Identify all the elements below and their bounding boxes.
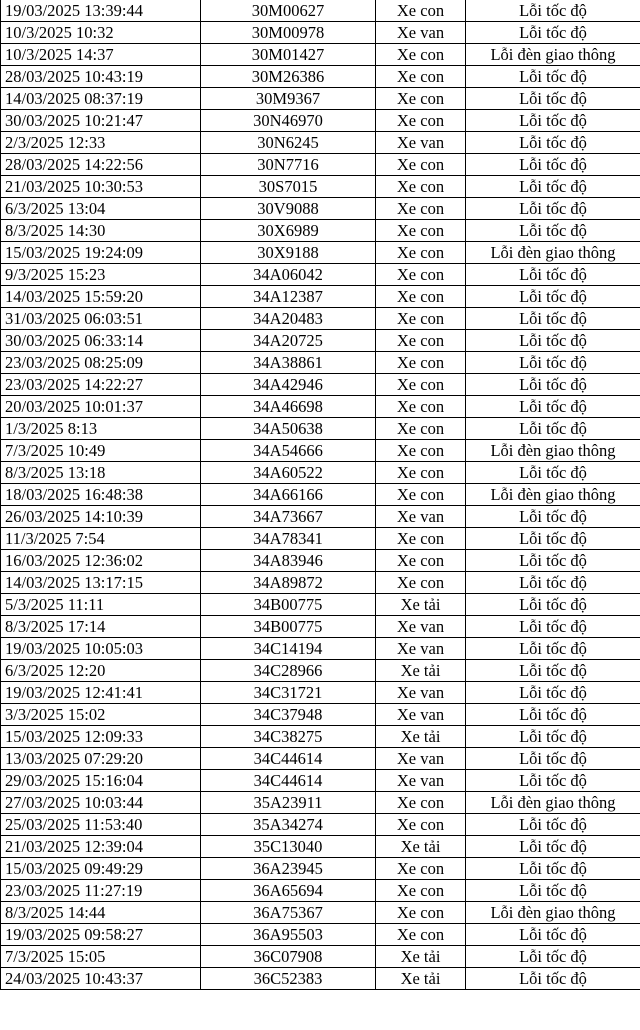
vehicle-type-cell: Xe con	[376, 110, 466, 132]
table-row	[1, 528, 640, 550]
vehicle-type-cell: Xe van	[376, 704, 466, 726]
plate-number-cell: 34A83946	[201, 550, 376, 572]
violation-time-cell: 10/3/2025 14:37	[1, 44, 201, 66]
table-row	[1, 352, 640, 374]
vehicle-type-cell: Xe tải	[376, 968, 466, 990]
vehicle-type-cell: Xe tải	[376, 594, 466, 616]
violation-time-cell: 27/03/2025 10:03:44	[1, 792, 201, 814]
table-row	[1, 924, 640, 946]
plate-number-cell: 34A50638	[201, 418, 376, 440]
violation-type-cell: Lỗi tốc độ	[466, 286, 640, 308]
plate-number-cell: 30M00627	[201, 0, 376, 22]
violation-type-cell: Lỗi tốc độ	[466, 220, 640, 242]
vehicle-type-cell: Xe con	[376, 0, 466, 22]
violation-type-cell: Lỗi tốc độ	[466, 726, 640, 748]
plate-number-cell: 34A89872	[201, 572, 376, 594]
plate-number-cell: 34B00775	[201, 594, 376, 616]
violation-type-cell: Lỗi tốc độ	[466, 264, 640, 286]
vehicle-type-cell: Xe van	[376, 132, 466, 154]
vehicle-type-cell: Xe con	[376, 66, 466, 88]
violation-type-cell: Lỗi tốc độ	[466, 132, 640, 154]
vehicle-type-cell: Xe con	[376, 264, 466, 286]
table-row	[1, 770, 640, 792]
vehicle-type-cell: Xe van	[376, 22, 466, 44]
violation-type-cell: Lỗi tốc độ	[466, 682, 640, 704]
violation-time-cell: 15/03/2025 12:09:33	[1, 726, 201, 748]
violation-time-cell: 5/3/2025 11:11	[1, 594, 201, 616]
table-row	[1, 132, 640, 154]
plate-number-cell: 30M01427	[201, 44, 376, 66]
plate-number-cell: 36A95503	[201, 924, 376, 946]
violation-type-cell: Lỗi tốc độ	[466, 858, 640, 880]
violation-type-cell: Lỗi tốc độ	[466, 418, 640, 440]
violation-time-cell: 25/03/2025 11:53:40	[1, 814, 201, 836]
violation-type-cell: Lỗi đèn giao thông	[466, 44, 640, 66]
violation-type-cell: Lỗi đèn giao thông	[466, 242, 640, 264]
table-row	[1, 198, 640, 220]
table-row	[1, 44, 640, 66]
violation-time-cell: 19/03/2025 13:39:44	[1, 0, 201, 22]
plate-number-cell: 36A65694	[201, 880, 376, 902]
plate-number-cell: 30N46970	[201, 110, 376, 132]
violation-time-cell: 10/3/2025 10:32	[1, 22, 201, 44]
violation-type-cell: Lỗi tốc độ	[466, 198, 640, 220]
table-row	[1, 550, 640, 572]
vehicle-type-cell: Xe con	[376, 814, 466, 836]
violation-time-cell: 21/03/2025 10:30:53	[1, 176, 201, 198]
violation-type-cell: Lỗi tốc độ	[466, 770, 640, 792]
plate-number-cell: 34A54666	[201, 440, 376, 462]
table-row	[1, 572, 640, 594]
vehicle-type-cell: Xe con	[376, 220, 466, 242]
violation-time-cell: 15/03/2025 19:24:09	[1, 242, 201, 264]
vehicle-type-cell: Xe con	[376, 308, 466, 330]
plate-number-cell: 34C14194	[201, 638, 376, 660]
table-row	[1, 506, 640, 528]
violation-time-cell: 18/03/2025 16:48:38	[1, 484, 201, 506]
table-row	[1, 88, 640, 110]
vehicle-type-cell: Xe con	[376, 396, 466, 418]
plate-number-cell: 34C38275	[201, 726, 376, 748]
table-row	[1, 242, 640, 264]
plate-number-cell: 34A73667	[201, 506, 376, 528]
violation-type-cell: Lỗi tốc độ	[466, 550, 640, 572]
plate-number-cell: 30X9188	[201, 242, 376, 264]
table-row	[1, 462, 640, 484]
violation-type-cell: Lỗi tốc độ	[466, 660, 640, 682]
table-row	[1, 286, 640, 308]
plate-number-cell: 34A12387	[201, 286, 376, 308]
violation-time-cell: 28/03/2025 10:43:19	[1, 66, 201, 88]
plate-number-cell: 36C07908	[201, 946, 376, 968]
plate-number-cell: 34A60522	[201, 462, 376, 484]
violation-time-cell: 1/3/2025 8:13	[1, 418, 201, 440]
table-row	[1, 814, 640, 836]
table-row	[1, 880, 640, 902]
violation-time-cell: 6/3/2025 12:20	[1, 660, 201, 682]
vehicle-type-cell: Xe con	[376, 242, 466, 264]
table-row	[1, 176, 640, 198]
vehicle-type-cell: Xe con	[376, 330, 466, 352]
vehicle-type-cell: Xe con	[376, 902, 466, 924]
vehicle-type-cell: Xe van	[376, 682, 466, 704]
violation-type-cell: Lỗi tốc độ	[466, 22, 640, 44]
plate-number-cell: 30V9088	[201, 198, 376, 220]
vehicle-type-cell: Xe con	[376, 528, 466, 550]
table-row	[1, 792, 640, 814]
plate-number-cell: 34A42946	[201, 374, 376, 396]
plate-number-cell: 34A66166	[201, 484, 376, 506]
vehicle-type-cell: Xe van	[376, 748, 466, 770]
vehicle-type-cell: Xe con	[376, 352, 466, 374]
table-row	[1, 858, 640, 880]
violation-type-cell: Lỗi đèn giao thông	[466, 484, 640, 506]
violation-type-cell: Lỗi tốc độ	[466, 110, 640, 132]
violation-time-cell: 9/3/2025 15:23	[1, 264, 201, 286]
table-row	[1, 682, 640, 704]
violation-type-cell: Lỗi tốc độ	[466, 924, 640, 946]
violation-time-cell: 23/03/2025 08:25:09	[1, 352, 201, 374]
plate-number-cell: 30S7015	[201, 176, 376, 198]
vehicle-type-cell: Xe van	[376, 770, 466, 792]
plate-number-cell: 34A38861	[201, 352, 376, 374]
violation-time-cell: 6/3/2025 13:04	[1, 198, 201, 220]
violation-type-cell: Lỗi tốc độ	[466, 506, 640, 528]
violation-time-cell: 13/03/2025 07:29:20	[1, 748, 201, 770]
vehicle-type-cell: Xe con	[376, 462, 466, 484]
table-row	[1, 264, 640, 286]
table-row	[1, 484, 640, 506]
violation-time-cell: 2/3/2025 12:33	[1, 132, 201, 154]
vehicle-type-cell: Xe con	[376, 374, 466, 396]
violation-time-cell: 15/03/2025 09:49:29	[1, 858, 201, 880]
violation-time-cell: 21/03/2025 12:39:04	[1, 836, 201, 858]
vehicle-type-cell: Xe con	[376, 858, 466, 880]
violation-time-cell: 7/3/2025 15:05	[1, 946, 201, 968]
vehicle-type-cell: Xe con	[376, 44, 466, 66]
violation-type-cell: Lỗi tốc độ	[466, 528, 640, 550]
violation-time-cell: 20/03/2025 10:01:37	[1, 396, 201, 418]
violation-type-cell: Lỗi tốc độ	[466, 704, 640, 726]
table-row	[1, 220, 640, 242]
violation-type-cell: Lỗi tốc độ	[466, 594, 640, 616]
vehicle-type-cell: Xe van	[376, 638, 466, 660]
violation-type-cell: Lỗi đèn giao thông	[466, 792, 640, 814]
violation-time-cell: 14/03/2025 08:37:19	[1, 88, 201, 110]
violation-type-cell: Lỗi tốc độ	[466, 154, 640, 176]
violation-type-cell: Lỗi tốc độ	[466, 88, 640, 110]
vehicle-type-cell: Xe tải	[376, 726, 466, 748]
violation-time-cell: 23/03/2025 11:27:19	[1, 880, 201, 902]
plate-number-cell: 35C13040	[201, 836, 376, 858]
violation-time-cell: 30/03/2025 10:21:47	[1, 110, 201, 132]
violation-time-cell: 24/03/2025 10:43:37	[1, 968, 201, 990]
table-row	[1, 704, 640, 726]
table-row	[1, 748, 640, 770]
plate-number-cell: 30N6245	[201, 132, 376, 154]
table-row	[1, 22, 640, 44]
table-row	[1, 154, 640, 176]
violation-time-cell: 3/3/2025 15:02	[1, 704, 201, 726]
plate-number-cell: 30M26386	[201, 66, 376, 88]
violation-type-cell: Lỗi tốc độ	[466, 66, 640, 88]
plate-number-cell: 34A46698	[201, 396, 376, 418]
violation-time-cell: 26/03/2025 14:10:39	[1, 506, 201, 528]
table-row	[1, 726, 640, 748]
violation-time-cell: 8/3/2025 14:30	[1, 220, 201, 242]
table-row	[1, 418, 640, 440]
violation-time-cell: 19/03/2025 12:41:41	[1, 682, 201, 704]
table-row	[1, 638, 640, 660]
table-row	[1, 616, 640, 638]
plate-number-cell: 34C44614	[201, 770, 376, 792]
table-row	[1, 660, 640, 682]
violation-type-cell: Lỗi tốc độ	[466, 616, 640, 638]
violation-time-cell: 16/03/2025 12:36:02	[1, 550, 201, 572]
table-row	[1, 968, 640, 990]
plate-number-cell: 35A23911	[201, 792, 376, 814]
plate-number-cell: 36A23945	[201, 858, 376, 880]
violation-type-cell: Lỗi tốc độ	[466, 374, 640, 396]
vehicle-type-cell: Xe con	[376, 880, 466, 902]
plate-number-cell: 36C52383	[201, 968, 376, 990]
violation-time-cell: 28/03/2025 14:22:56	[1, 154, 201, 176]
violation-type-cell: Lỗi đèn giao thông	[466, 440, 640, 462]
violation-type-cell: Lỗi tốc độ	[466, 638, 640, 660]
table-row	[1, 440, 640, 462]
plate-number-cell: 34B00775	[201, 616, 376, 638]
plate-number-cell: 34A78341	[201, 528, 376, 550]
violation-time-cell: 8/3/2025 14:44	[1, 902, 201, 924]
vehicle-type-cell: Xe tải	[376, 946, 466, 968]
table-row	[1, 374, 640, 396]
plate-number-cell: 30M9367	[201, 88, 376, 110]
vehicle-type-cell: Xe con	[376, 154, 466, 176]
violation-time-cell: 8/3/2025 13:18	[1, 462, 201, 484]
violation-type-cell: Lỗi tốc độ	[466, 814, 640, 836]
vehicle-type-cell: Xe con	[376, 198, 466, 220]
vehicle-type-cell: Xe con	[376, 572, 466, 594]
violation-time-cell: 30/03/2025 06:33:14	[1, 330, 201, 352]
table-row	[1, 396, 640, 418]
plate-number-cell: 34A20725	[201, 330, 376, 352]
vehicle-type-cell: Xe con	[376, 176, 466, 198]
violation-type-cell: Lỗi tốc độ	[466, 462, 640, 484]
plate-number-cell: 34A06042	[201, 264, 376, 286]
vehicle-type-cell: Xe tải	[376, 836, 466, 858]
violation-type-cell: Lỗi tốc độ	[466, 946, 640, 968]
violation-type-cell: Lỗi tốc độ	[466, 352, 640, 374]
violation-time-cell: 19/03/2025 09:58:27	[1, 924, 201, 946]
plate-number-cell: 34C44614	[201, 748, 376, 770]
violation-type-cell: Lỗi tốc độ	[466, 880, 640, 902]
vehicle-type-cell: Xe con	[376, 550, 466, 572]
plate-number-cell: 34A20483	[201, 308, 376, 330]
plate-number-cell: 34C28966	[201, 660, 376, 682]
table-row	[1, 902, 640, 924]
plate-number-cell: 36A75367	[201, 902, 376, 924]
vehicle-type-cell: Xe con	[376, 418, 466, 440]
vehicle-type-cell: Xe con	[376, 924, 466, 946]
vehicle-type-cell: Xe con	[376, 792, 466, 814]
violation-time-cell: 31/03/2025 06:03:51	[1, 308, 201, 330]
vehicle-type-cell: Xe van	[376, 616, 466, 638]
table-row	[1, 836, 640, 858]
plate-number-cell: 30M00978	[201, 22, 376, 44]
plate-number-cell: 34C37948	[201, 704, 376, 726]
violation-type-cell: Lỗi tốc độ	[466, 968, 640, 990]
violation-type-cell: Lỗi tốc độ	[466, 396, 640, 418]
violation-type-cell: Lỗi tốc độ	[466, 572, 640, 594]
table-row	[1, 946, 640, 968]
table-row	[1, 110, 640, 132]
plate-number-cell: 35A34274	[201, 814, 376, 836]
vehicle-type-cell: Xe con	[376, 484, 466, 506]
vehicle-type-cell: Xe tải	[376, 660, 466, 682]
table-row	[1, 308, 640, 330]
violation-type-cell: Lỗi tốc độ	[466, 748, 640, 770]
plate-number-cell: 30X6989	[201, 220, 376, 242]
violation-time-cell: 7/3/2025 10:49	[1, 440, 201, 462]
plate-number-cell: 34C31721	[201, 682, 376, 704]
violation-time-cell: 14/03/2025 15:59:20	[1, 286, 201, 308]
violation-time-cell: 14/03/2025 13:17:15	[1, 572, 201, 594]
violation-time-cell: 29/03/2025 15:16:04	[1, 770, 201, 792]
violation-type-cell: Lỗi tốc độ	[466, 0, 640, 22]
table-row	[1, 330, 640, 352]
violation-time-cell: 11/3/2025 7:54	[1, 528, 201, 550]
table-row	[1, 66, 640, 88]
vehicle-type-cell: Xe van	[376, 506, 466, 528]
violation-time-cell: 23/03/2025 14:22:27	[1, 374, 201, 396]
violation-type-cell: Lỗi tốc độ	[466, 330, 640, 352]
violation-type-cell: Lỗi đèn giao thông	[466, 902, 640, 924]
violation-type-cell: Lỗi tốc độ	[466, 176, 640, 198]
table-row	[1, 0, 640, 22]
violation-type-cell: Lỗi tốc độ	[466, 308, 640, 330]
table-row	[1, 594, 640, 616]
vehicle-type-cell: Xe con	[376, 440, 466, 462]
vehicle-type-cell: Xe con	[376, 286, 466, 308]
violation-time-cell: 19/03/2025 10:05:03	[1, 638, 201, 660]
violations-table-body	[1, 0, 640, 990]
plate-number-cell: 30N7716	[201, 154, 376, 176]
violation-time-cell: 8/3/2025 17:14	[1, 616, 201, 638]
vehicle-type-cell: Xe con	[376, 88, 466, 110]
violation-type-cell: Lỗi tốc độ	[466, 836, 640, 858]
